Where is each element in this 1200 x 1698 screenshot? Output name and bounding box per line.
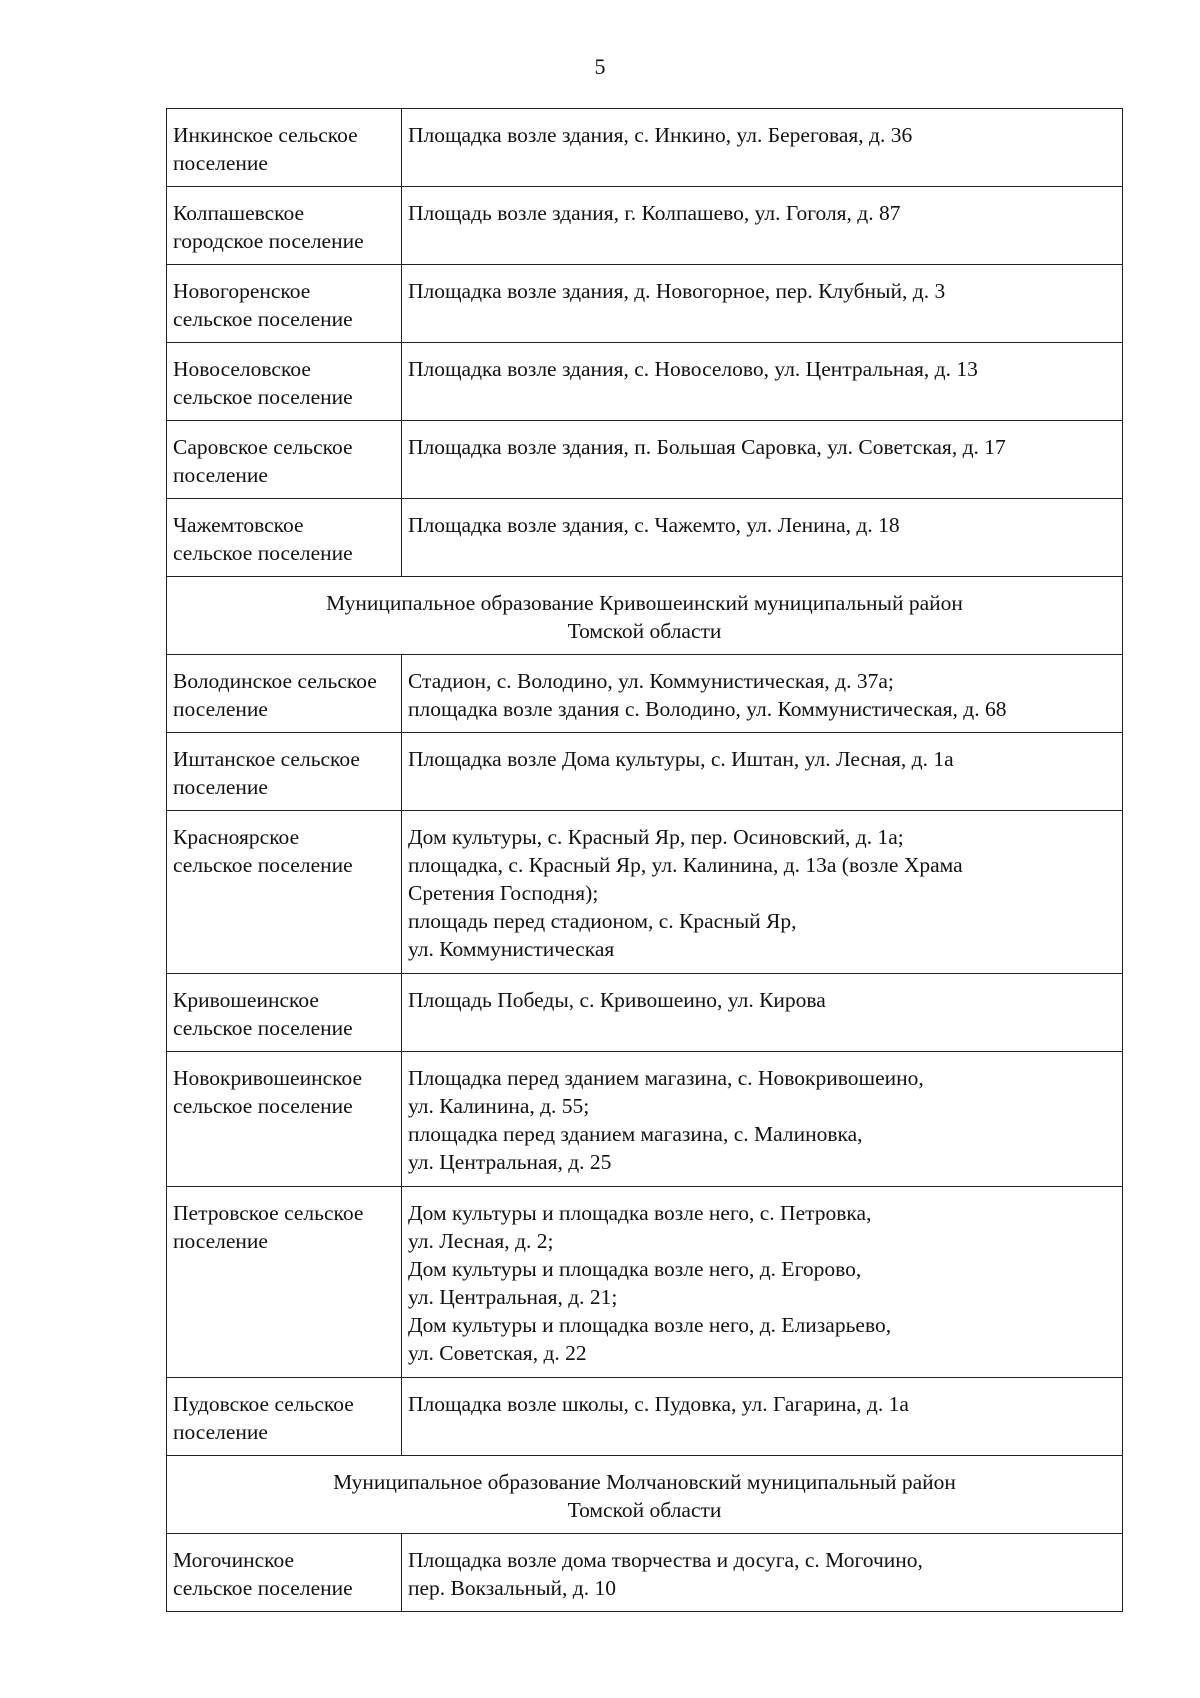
table-row — [167, 655, 1123, 733]
location-address-cell: Дом культуры и площадка возле него, с. Петровка, ул. Лесная, д. 2; Дом культуры и площадка возле него, д. Егорово, ул. Центральная, д. 21; Дом культуры и площадка возле него, д. Елизарьево, ул. Советская, д. 22 — [402, 1187, 1123, 1378]
location-address-cell: Площадь возле здания, г. Колпашево, ул. Гоголя, д. 87 — [402, 187, 1123, 265]
settlement-name-cell: Чажемтовское сельское поселение — [167, 499, 402, 577]
location-address-cell: Площадка возле дома творчества и досуга, с. Могочино, пер. Вокзальный, д. 10 — [402, 1534, 1123, 1612]
location-address-cell: Площадка перед зданием магазина, с. Новокривошеино, ул. Калинина, д. 55; площадка перед зданием магазина, с. Малиновка, ул. Центральная, д. 25 — [402, 1052, 1123, 1187]
settlement-name-cell: Саровское сельское поселение — [167, 421, 402, 499]
settlement-name-cell: Кривошеинское сельское поселение — [167, 974, 402, 1052]
table-row — [167, 499, 1123, 577]
settlement-name-cell: Красноярское сельское поселение — [167, 811, 402, 974]
table-row — [167, 733, 1123, 811]
settlement-name-cell: Петровское сельское поселение — [167, 1187, 402, 1378]
table-row — [167, 1378, 1123, 1456]
settlement-name-cell: Инкинское сельское поселение — [167, 109, 402, 187]
settlement-name-cell: Новогоренское сельское поселение — [167, 265, 402, 343]
settlement-name-cell: Иштанское сельское поселение — [167, 733, 402, 811]
settlement-name-cell: Новоселовское сельское поселение — [167, 343, 402, 421]
table-row — [167, 109, 1123, 187]
location-address-cell: Площадка возле Дома культуры, с. Иштан, ул. Лесная, д. 1а — [402, 733, 1123, 811]
settlement-name-cell: Новокривошеинское сельское поселение — [167, 1052, 402, 1187]
settlement-name-cell: Пудовское сельское поселение — [167, 1378, 402, 1456]
location-address-cell: Площадка возле здания, п. Большая Саровка, ул. Советская, д. 17 — [402, 421, 1123, 499]
settlement-name-cell: Володинское сельское поселение — [167, 655, 402, 733]
section-header-row — [167, 1456, 1123, 1534]
section-header-row — [167, 577, 1123, 655]
section-title: Муниципальное образование Кривошеинский муниципальный район Томской области — [167, 577, 1123, 655]
settlement-name-cell: Колпашевское городское поселение — [167, 187, 402, 265]
table-row — [167, 974, 1123, 1052]
location-address-cell: Площадка возле здания, с. Инкино, ул. Береговая, д. 36 — [402, 109, 1123, 187]
table-row — [167, 343, 1123, 421]
location-address-cell: Стадион, с. Володино, ул. Коммунистическая, д. 37а; площадка возле здания с. Володино, ул. Коммунистическая, д. 68 — [402, 655, 1123, 733]
table-row — [167, 1052, 1123, 1187]
table-row — [167, 1534, 1123, 1612]
section-title: Муниципальное образование Молчановский муниципальный район Томской области — [167, 1456, 1123, 1534]
table-row — [167, 265, 1123, 343]
location-address-cell: Площадка возле здания, с. Новоселово, ул. Центральная, д. 13 — [402, 343, 1123, 421]
location-address-cell: Площадка возле здания, с. Чажемто, ул. Ленина, д. 18 — [402, 499, 1123, 577]
table-row — [167, 811, 1123, 974]
location-address-cell: Площадь Победы, с. Кривошеино, ул. Кирова — [402, 974, 1123, 1052]
page-number: 5 — [594, 54, 606, 79]
settlements-table — [166, 108, 1123, 1612]
table-row — [167, 421, 1123, 499]
settlement-name-cell: Могочинское сельское поселение — [167, 1534, 402, 1612]
location-address-cell: Дом культуры, с. Красный Яр, пер. Осиновский, д. 1а; площадка, с. Красный Яр, ул. Калинина, д. 13а (возле Храма Сретения Господня); площадь перед стадионом, с. Красный Яр, ул. Коммунистическая — [402, 811, 1123, 974]
table-row — [167, 1187, 1123, 1378]
table-body — [167, 109, 1123, 1612]
location-address-cell: Площадка возле здания, д. Новогорное, пер. Клубный, д. 3 — [402, 265, 1123, 343]
table-row — [167, 187, 1123, 265]
location-address-cell: Площадка возле школы, с. Пудовка, ул. Гагарина, д. 1а — [402, 1378, 1123, 1456]
